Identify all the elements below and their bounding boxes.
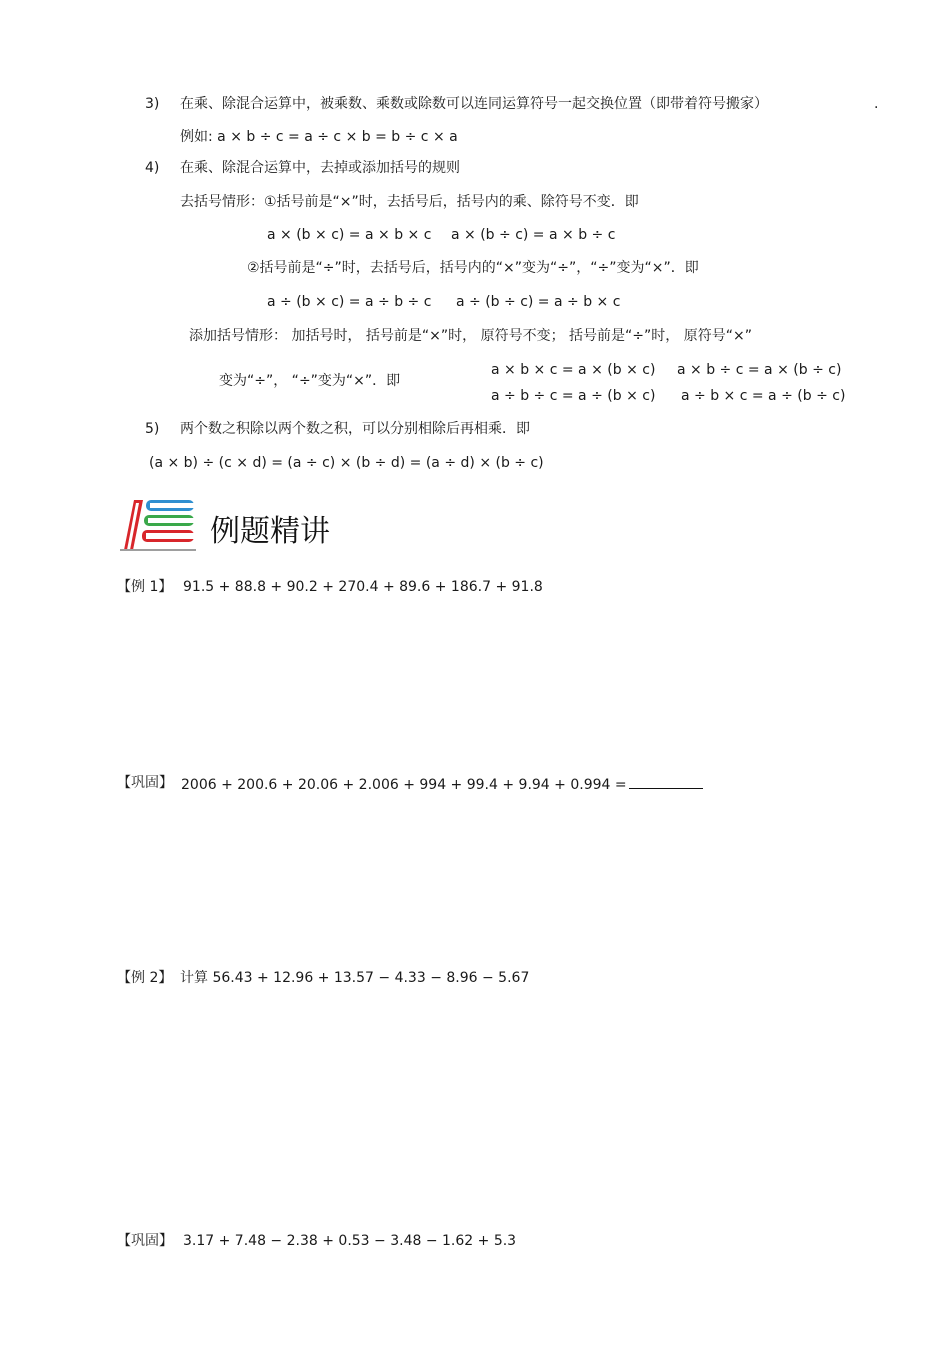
formula: a × b × c = a × (b × c) <box>491 362 656 378</box>
problem-label: 【巩固】 <box>117 1233 173 1249</box>
rule-subtext: 添加括号情形： 加括号时， 括号前是“×”时， 原符号不变； 括号前是“÷”时， 原符号“×” <box>189 328 752 344</box>
problem-content: 2006 + 200.6 + 20.06 + 2.006 + 994 + 99.4 + 9.94 + 0.994 = <box>181 777 627 793</box>
formula: a × b ÷ c = a × (b ÷ c) <box>677 362 842 378</box>
formula: a × (b × c) = a × b × c <box>267 227 432 243</box>
rule-text: 在乘、除混合运算中，被乘数、乘数或除数可以连同运算符号一起交换位置（即带着符号搬家） <box>180 96 768 112</box>
rule-subtext: 去括号情形：①括号前是“×”时，去括号后，括号内的乘、除符号不变．即 <box>180 194 639 210</box>
problem-content: 91.5 + 88.8 + 90.2 + 270.4 + 89.6 + 186.7 + 91.8 <box>183 579 543 595</box>
rule-subtext: ②括号前是“÷”时，去括号后，括号内的“×”变为“÷”，“÷”变为“×”．即 <box>247 260 699 276</box>
rule-number: 4) <box>145 160 160 176</box>
formula: a ÷ (b × c) = a ÷ b ÷ c <box>267 294 432 310</box>
formula: a ÷ b ÷ c = a ÷ (b × c) <box>491 388 656 404</box>
problem-label: 【例 2】 <box>117 970 173 986</box>
rule-subtext: 变为“÷”， “÷”变为“×”．即 <box>219 373 401 389</box>
problem-label: 【例 1】 <box>117 579 173 595</box>
problem-content: 3.17 + 7.48 − 2.38 + 0.53 − 3.48 − 1.62 + 5.3 <box>183 1233 517 1249</box>
rule-tail-dot: . <box>874 96 879 112</box>
formula: a ÷ b × c = a ÷ (b ÷ c) <box>681 388 846 404</box>
rule-text: 在乘、除混合运算中，去掉或添加括号的规则 <box>180 160 460 176</box>
rule-example: 例如: a × b ÷ c = a ÷ c × b = b ÷ c × a <box>180 129 458 145</box>
problem-content-row <box>181 774 703 794</box>
rule-text: 两个数之积除以两个数之积，可以分别相除后再相乘．即 <box>180 421 530 437</box>
rule-number: 5) <box>145 421 160 437</box>
section-title: 例题精讲 <box>210 514 330 549</box>
books-icon <box>116 494 198 554</box>
problem-content: 计算 56.43 + 12.96 + 13.57 − 4.33 − 8.96 − 5.67 <box>180 970 530 986</box>
answer-blank[interactable] <box>629 774 703 789</box>
formula: (a × b) ÷ (c × d) = (a ÷ c) × (b ÷ d) = (a ÷ d) × (b ÷ c) <box>149 455 544 471</box>
formula: a × (b ÷ c) = a × b ÷ c <box>451 227 616 243</box>
problem-label: 【巩固】 <box>117 775 173 791</box>
formula: a ÷ (b ÷ c) = a ÷ b × c <box>456 294 621 310</box>
rule-number: 3) <box>145 96 160 112</box>
